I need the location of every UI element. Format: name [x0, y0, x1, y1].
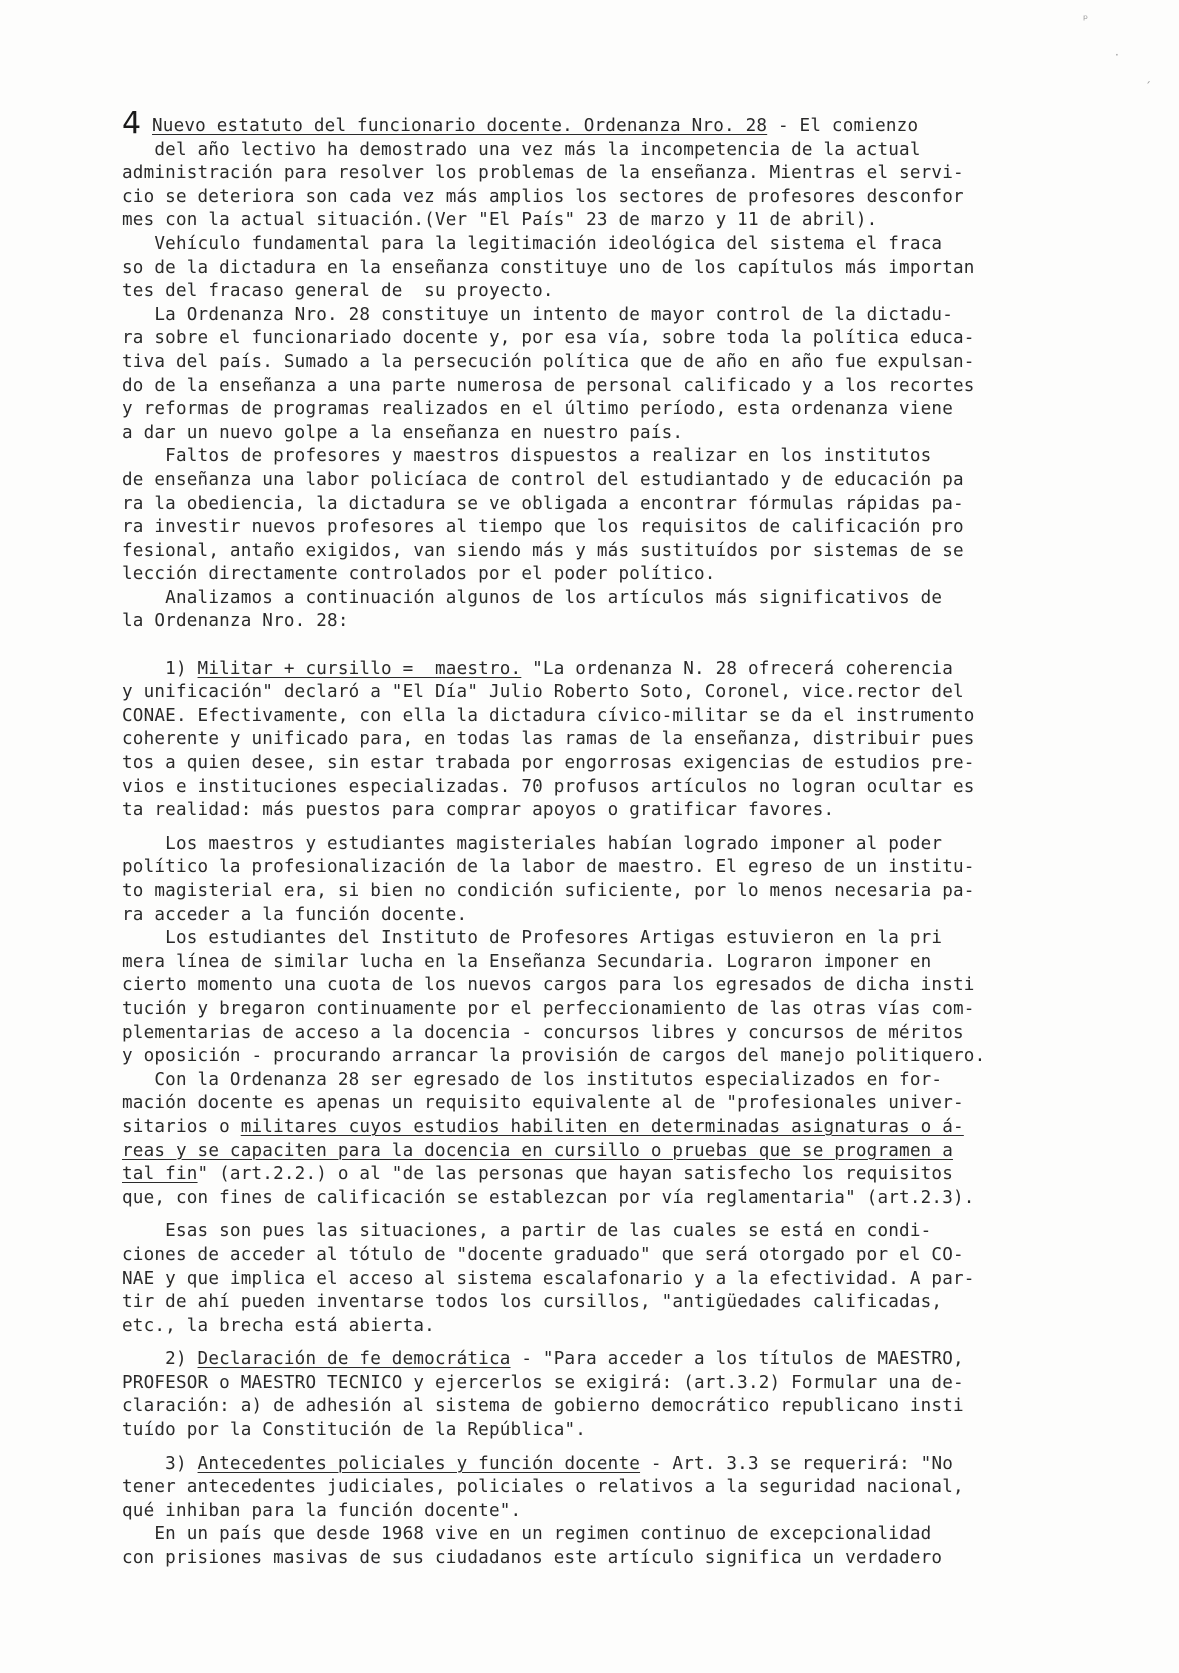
text-line: fesional, antaño exigidos, van siendo más y más sustituídos por sistemas de se — [122, 540, 964, 561]
text-line: - "Para acceder a los títulos de MAESTRO, — [510, 1349, 964, 1370]
text-line: lección directamente controlados por el poder político. — [122, 564, 716, 585]
text-line: do de la enseñanza a una parte numerosa de personal calificado y a los recortes — [122, 375, 975, 396]
text-line: Con la Ordenanza 28 ser egresado de los institutos especializados en for- — [122, 1069, 943, 1090]
text-line: - Art. 3.3 se requerirá: "No — [640, 1453, 954, 1474]
text-line: La Ordenanza Nro. 28 constituye un intento de mayor control de la dictadu- — [122, 304, 954, 325]
text-line: Los estudiantes del Instituto de Profesores Artigas estuvieron en la pri — [122, 928, 943, 949]
item-3-heading-line — [122, 1453, 1082, 1477]
underlined-quote: tal fin — [122, 1164, 198, 1185]
typed-text-column — [122, 106, 1082, 1571]
text-line: mera línea de similar lucha en la Enseñanza Secundaria. Lograron imponer en — [122, 951, 932, 972]
text-line: tir de ahí pueden inventarse todos los cursillos, "antigüedades calificadas, — [122, 1292, 943, 1313]
item-1-heading: Militar + cursillo = maestro. — [197, 658, 522, 679]
item-number: 1) — [122, 658, 198, 679]
text-line: tuído por la Constitución de la República". — [122, 1420, 587, 1441]
text-line: so de la dictadura en la enseñanza constituye uno de los capítulos más importan — [122, 257, 975, 278]
text-line: coherente y unificado para, en todas las ramas de la enseñanza, distribuir pues — [122, 729, 975, 750]
margin-mark: ᵖ — [1083, 12, 1089, 26]
text-line: político la profesionalización de la labor de maestro. El egreso de un institu- — [122, 857, 975, 878]
text-line: cio se deteriora son cada vez más amplios los sectores de profesores desconfor — [122, 186, 964, 207]
quoted-line — [122, 1116, 1082, 1140]
text-line: ra acceder a la función docente. — [122, 904, 468, 925]
text-line: claración: a) de adhesión al sistema de gobierno democrático republicano insti — [122, 1396, 964, 1417]
text-line: Los maestros y estudiantes magisteriales habían logrado imponer al poder — [122, 833, 943, 854]
text-line: "La ordenanza N. 28 ofrecerá coherencia — [521, 658, 954, 679]
text-line: con prisiones masivas de sus ciudadanos este artículo significa un verdadero — [122, 1548, 943, 1569]
quoted-line — [122, 1163, 1082, 1187]
text-line: y reformas de programas realizados en el último período, esta ordenanza viene — [122, 399, 954, 420]
text-line: Vehículo fundamental para la legitimación ideológica del sistema el fraca — [122, 233, 943, 254]
item-2-heading-line — [122, 1348, 1082, 1372]
text-line: vios e instituciones especializadas. 70 profusos artículos no logran ocultar es — [122, 776, 975, 797]
text-line: a dar un nuevo golpe a la enseñanza en nuestro país. — [122, 422, 684, 443]
text-fragment: sitarios o — [122, 1116, 241, 1137]
item-number: 2) — [122, 1349, 198, 1370]
text-line: En un país que desde 1968 vive en un regimen continuo de excepcionalidad — [122, 1524, 932, 1545]
text-line: Faltos de profesores y maestros dispuestos a realizar en los institutos — [122, 446, 932, 467]
text-line: Analizamos a continuación algunos de los artículos más significativos de — [122, 587, 943, 608]
underlined-quote: reas y se capaciten para la docencia en cursillo o pruebas que se programen a — [122, 1140, 954, 1161]
text-line: etc., la brecha está abierta. — [122, 1315, 435, 1336]
text-line: CONAE. Efectivamente, con ella la dictadura cívico-militar se da el instrumento — [122, 705, 975, 726]
text-line: mación docente es apenas un requisito equivalente al de "profesionales univer- — [122, 1093, 964, 1114]
text-line: qué inhiban para la función docente". — [122, 1500, 522, 1521]
text-line: tes del fracaso general de su proyecto. — [122, 281, 554, 302]
text-line: y oposición - procurando arrancar la provisión de cargos del manejo politiquero. — [122, 1046, 986, 1067]
text-line: Esas son pues las situaciones, a partir de las cuales se está en condi- — [122, 1221, 932, 1242]
text-line: la Ordenanza Nro. 28: — [122, 611, 349, 632]
item-2-heading: Declaración de fe democrática — [197, 1349, 511, 1370]
text-line: administración para resolver los problemas de la enseñanza. Mientras el servi- — [122, 163, 964, 184]
text-line: tener antecedentes judiciales, policiales o relativos a la seguridad nacional, — [122, 1477, 964, 1498]
margin-mark: · — [1115, 48, 1119, 62]
text-line: ra la obediencia, la dictadura se ve obligada a encontrar fórmulas rápidas pa- — [122, 493, 964, 514]
text-line: que, con fines de calificación se establezcan por vía reglamentaria" (art.2.3). — [122, 1187, 975, 1208]
text-line: del año lectivo ha demostrado una vez más la incompetencia de la actual — [122, 139, 921, 160]
text-line: de enseñanza una labor policíaca de control del estudiantado y de educación pa — [122, 469, 964, 490]
text-line: plementarias de acceso a la docencia - concursos libres y concursos de méritos — [122, 1022, 964, 1043]
text-line: y unificación" declaró a "El Día" Julio Roberto Soto, Coronel, vice.rector del — [122, 682, 964, 703]
text-line: mes con la actual situación.(Ver "El País" 23 de marzo y 11 de abril). — [122, 210, 878, 231]
text-line: tución y bregaron continuamente por el perfeccionamiento de las otras vías com- — [122, 998, 975, 1019]
page-number: 4 — [122, 106, 142, 141]
section-heading-line — [122, 106, 1082, 141]
item-1-heading-line — [122, 658, 1082, 682]
underlined-quote: militares cuyos estudios habiliten en determinadas asignaturas o á- — [240, 1116, 964, 1137]
margin-mark: ˊ — [1145, 80, 1151, 94]
text-line: tos a quien desee, sin estar trabada por engorrosas exigencias de estudios pre- — [122, 753, 975, 774]
text-line: ra investir nuevos profesores al tiempo que los requisitos de calificación pro — [122, 517, 964, 538]
text-line: NAE y que implica el acceso al sistema escalafonario y a la efectividad. A par- — [122, 1268, 975, 1289]
item-number: 3) — [122, 1453, 198, 1474]
quoted-line — [122, 1140, 1082, 1164]
text-line: - El comienzo — [767, 116, 919, 136]
text-fragment: " (art.2.2.) o al "de las personas que hayan satisfecho los requisitos — [197, 1164, 954, 1185]
text-line: ta realidad: más puestos para comprar apoyos o gratificar favores. — [122, 800, 835, 821]
item-3-heading: Antecedentes policiales y función docente — [197, 1453, 641, 1474]
text-line: ra sobre el funcionariado docente y, por esa vía, sobre toda la política educa- — [122, 328, 975, 349]
text-line: tiva del país. Sumado a la persecución política que de año en año fue expulsan- — [122, 351, 975, 372]
text-line: cierto momento una cuota de los nuevos cargos para los egresados de dicha insti — [122, 975, 975, 996]
text-line: PROFESOR o MAESTRO TECNICO y ejercerlos se exigirá: (art.3.2) Formular una de- — [122, 1372, 964, 1393]
section-title: Nuevo estatuto del funcionario docente. Ordenanza Nro. 28 — [152, 116, 768, 136]
text-line: ciones de acceder al tótulo de "docente graduado" que será otorgado por el CO- — [122, 1244, 964, 1265]
text-line: to magisterial era, si bien no condición suficiente, por lo menos necesaria pa- — [122, 881, 975, 901]
